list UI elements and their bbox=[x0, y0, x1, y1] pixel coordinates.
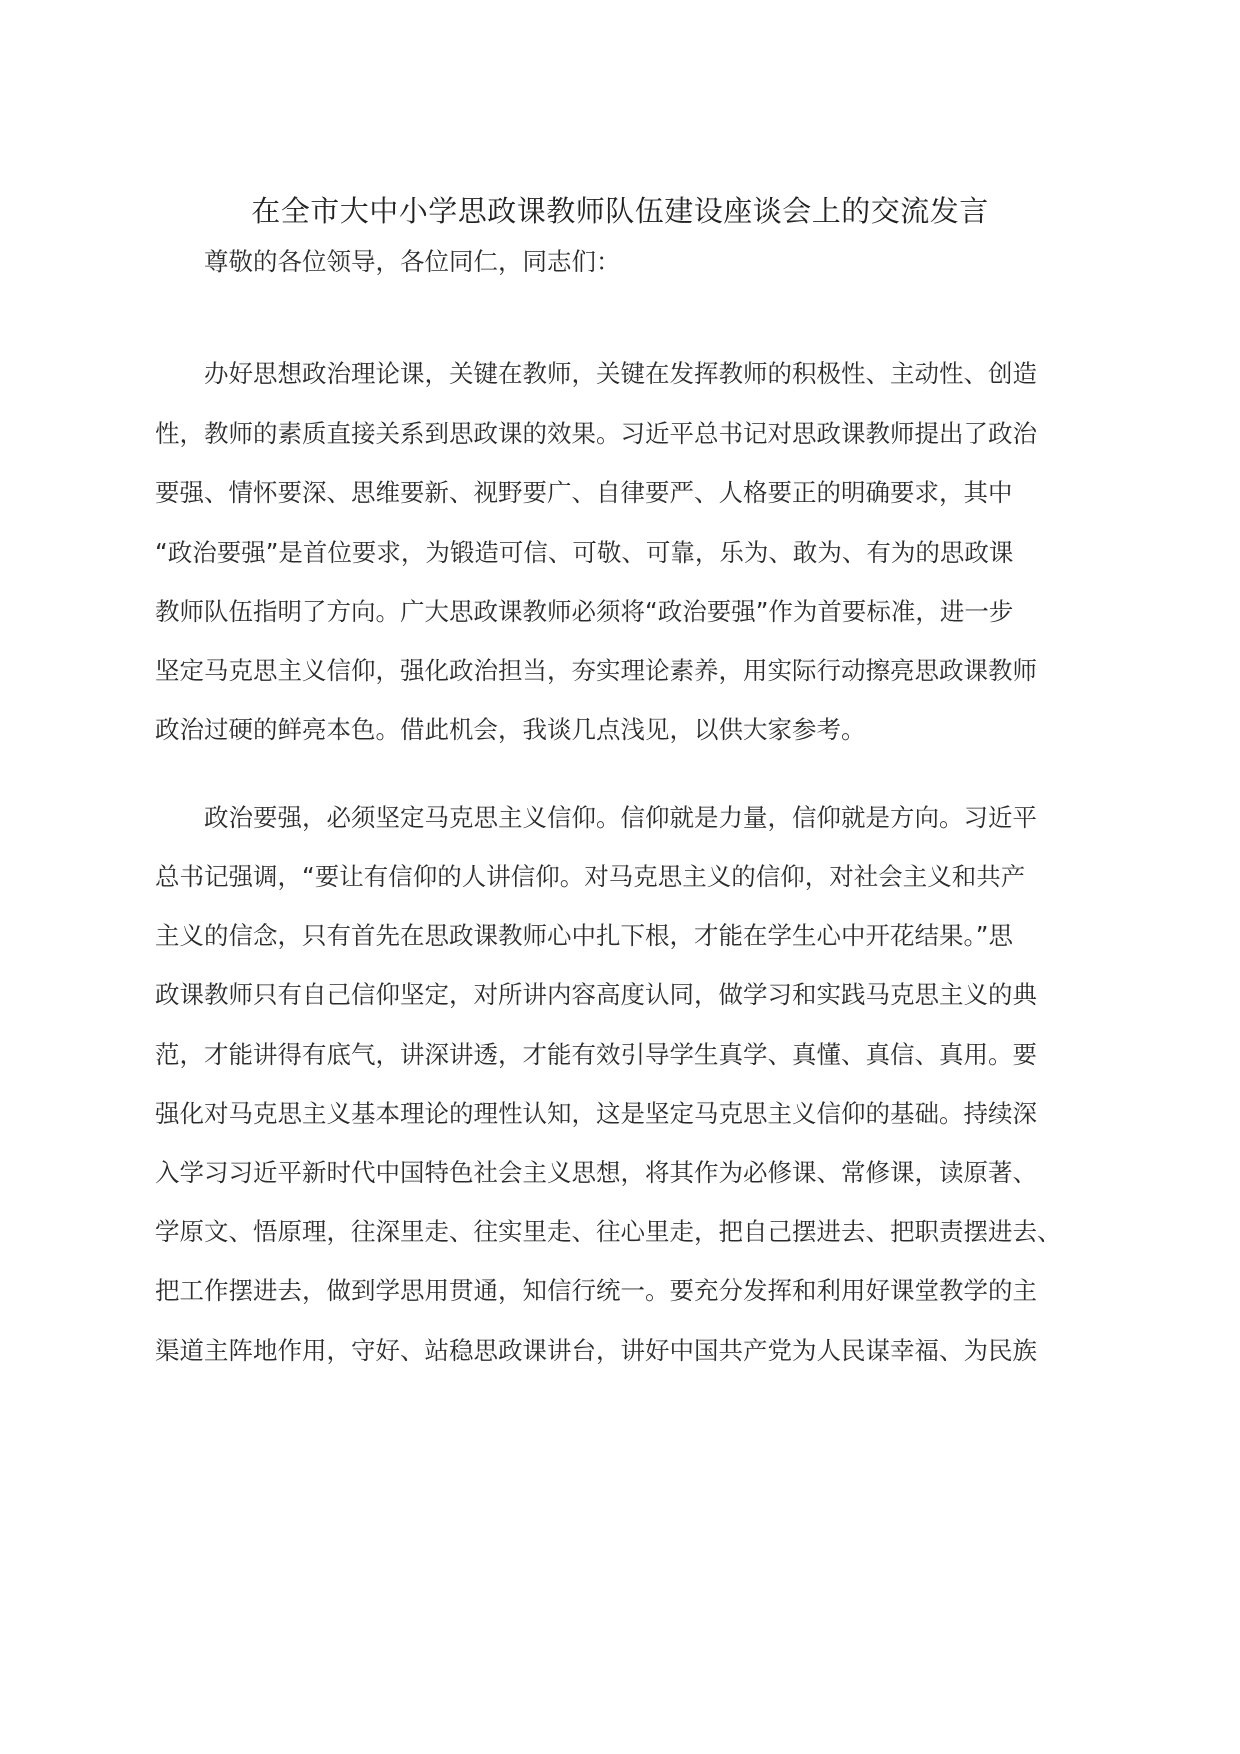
paragraph-2-line-1: 政治要强，必须坚定马克思主义信仰。信仰就是力量，信仰就是方向。习近平 bbox=[204, 803, 1037, 832]
paragraph-2-line-5: 范，才能讲得有底气，讲深讲透，才能有效引导学生真学、真懂、真信、真用。要 bbox=[155, 1040, 1037, 1069]
paragraph-2-line-4: 政课教师只有自己信仰坚定，对所讲内容高度认同，做学习和实践马克思主义的典 bbox=[155, 980, 1037, 1009]
paragraph-1-line-2: 性，教师的素质直接关系到思政课的效果。习近平总书记对思政课教师提出了政治 bbox=[155, 419, 1037, 448]
document-title: 在全市大中小学思政课教师队伍建设座谈会上的交流发言 bbox=[251, 194, 989, 228]
paragraph-2-line-10: 渠道主阵地作用，守好、站稳思政课讲台，讲好中国共产党为人民谋幸福、为民族 bbox=[155, 1336, 1037, 1365]
paragraph-2-line-2: 总书记强调，“要让有信仰的人讲信仰。对马克思主义的信仰，对社会主义和共产 bbox=[155, 862, 1026, 891]
paragraph-1-line-5: 教师队伍指明了方向。广大思政课教师必须将“政治要强”作为首要标准，进一步 bbox=[155, 597, 1014, 626]
paragraph-1-line-6: 坚定马克思主义信仰，强化政治担当，夯实理论素养，用实际行动擦亮思政课教师 bbox=[155, 656, 1037, 685]
paragraph-2-line-3: 主义的信念，只有首先在思政课教师心中扎下根，才能在学生心中开花结果。”思 bbox=[155, 921, 1013, 950]
paragraph-1-line-3: 要强、情怀要深、思维要新、视野要广、自律要严、人格要正的明确要求，其中 bbox=[155, 478, 1013, 507]
paragraph-2-line-8: 学原文、悟原理，往深里走、往实里走、往心里走，把自己摆进去、把职责摆进去、 bbox=[155, 1217, 1062, 1246]
paragraph-2-line-6: 强化对马克思主义基本理论的理性认知，这是坚定马克思主义信仰的基础。持续深 bbox=[155, 1099, 1037, 1128]
paragraph-2-line-7: 入学习习近平新时代中国特色社会主义思想，将其作为必修课、常修课，读原著、 bbox=[155, 1158, 1037, 1187]
paragraph-1-line-4: “政治要强”是首位要求，为锻造可信、可敬、可靠，乐为、敢为、有为的思政课 bbox=[155, 538, 1014, 567]
paragraph-1-line-7: 政治过硬的鲜亮本色。借此机会，我谈几点浅见，以供大家参考。 bbox=[155, 715, 866, 744]
salutation: 尊敬的各位领导，各位同仁，同志们： bbox=[204, 247, 621, 276]
paragraph-2-line-9: 把工作摆进去，做到学思用贯通，知信行统一。要充分发挥和利用好课堂教学的主 bbox=[155, 1276, 1037, 1305]
paragraph-1-line-1: 办好思想政治理论课，关键在教师，关键在发挥教师的积极性、主动性、创造 bbox=[204, 359, 1037, 388]
